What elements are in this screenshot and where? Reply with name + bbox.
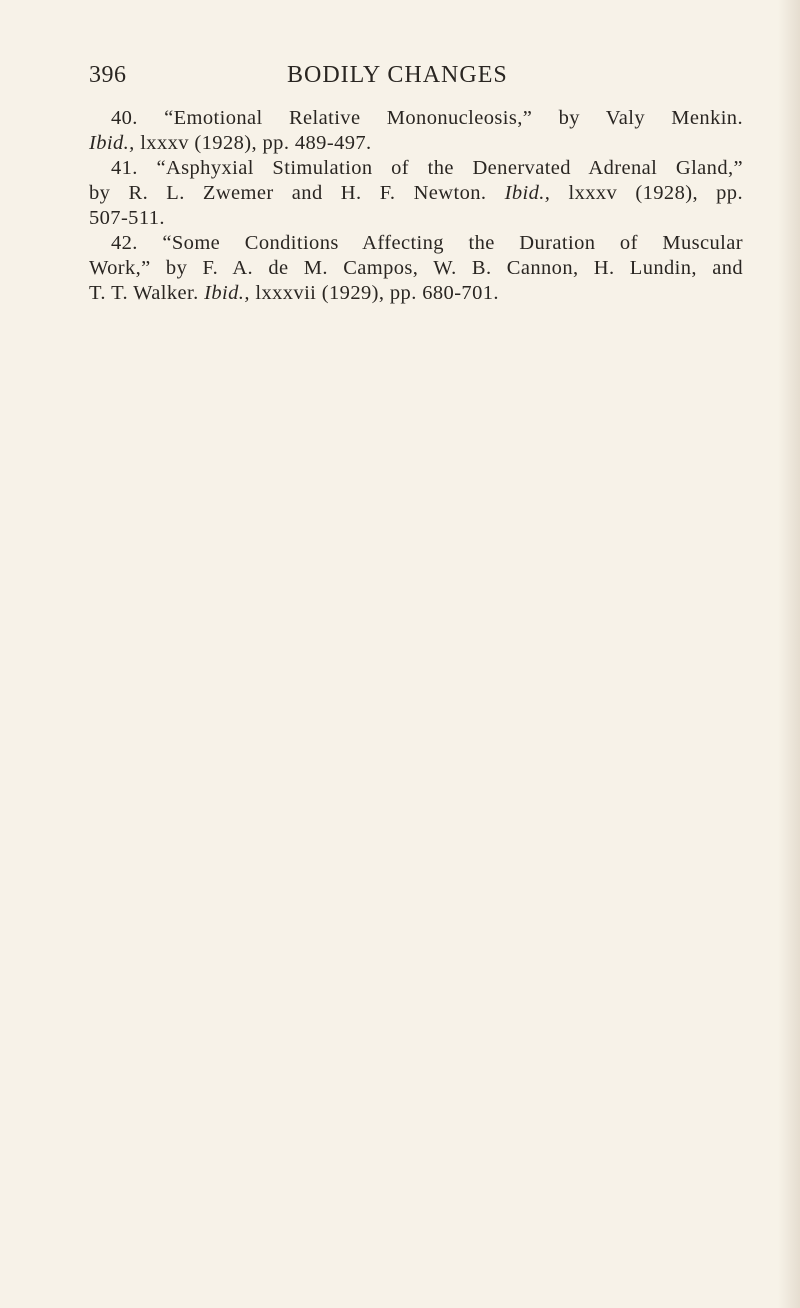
- reference-41-line-2-after: lxxxv (1928), pp.: [550, 182, 743, 204]
- reference-42-line-1: [89, 231, 743, 256]
- reference-41-ibid: Ibid.,: [504, 182, 551, 204]
- reference-41-line-3-text: 507-511.: [89, 207, 165, 229]
- reference-40-line-1: [89, 106, 743, 131]
- reference-42-line-2-text: Work,” by F. A. de M. Campos, W. B. Cannon, H. Lundin, and: [89, 257, 743, 279]
- reference-41-line-1: [89, 156, 743, 181]
- reference-42-line-3: [89, 281, 743, 306]
- reference-42-line-1-text: 42. “Some Conditions Affecting the Duration of Muscular: [111, 232, 743, 254]
- page-number: 396: [89, 62, 127, 88]
- reference-41: [89, 156, 743, 231]
- reference-41-line-2: [89, 181, 743, 206]
- reference-40-ibid: Ibid.,: [89, 132, 135, 154]
- reference-42-line-3-after: lxxxvii (1929), pp. 680-701.: [249, 282, 499, 304]
- reference-41-line-1-text: 41. “Asphyxial Stimulation of the Denervated Adrenal Gland,”: [111, 157, 743, 179]
- page-edge-shadow: [778, 0, 800, 1308]
- reference-42-line-2: [89, 256, 743, 281]
- reference-42: [89, 231, 743, 306]
- reference-list: [89, 106, 743, 306]
- running-title: BODILY CHANGES: [287, 62, 508, 88]
- reference-40-line-1-text: 40. “Emotional Relative Mononucleosis,” by Valy Menkin.: [111, 107, 743, 129]
- reference-41-line-2-text: by R. L. Zwemer and H. F. Newton.: [89, 182, 505, 204]
- running-head: [89, 62, 729, 96]
- reference-42-ibid: Ibid.,: [204, 282, 250, 304]
- reference-40-line-2-text: lxxxv (1928), pp. 489-497.: [134, 132, 372, 154]
- reference-40-line-2: [89, 131, 743, 156]
- reference-40: [89, 106, 743, 156]
- reference-41-line-3: [89, 206, 743, 231]
- reference-42-line-3-text: T. T. Walker.: [89, 282, 205, 304]
